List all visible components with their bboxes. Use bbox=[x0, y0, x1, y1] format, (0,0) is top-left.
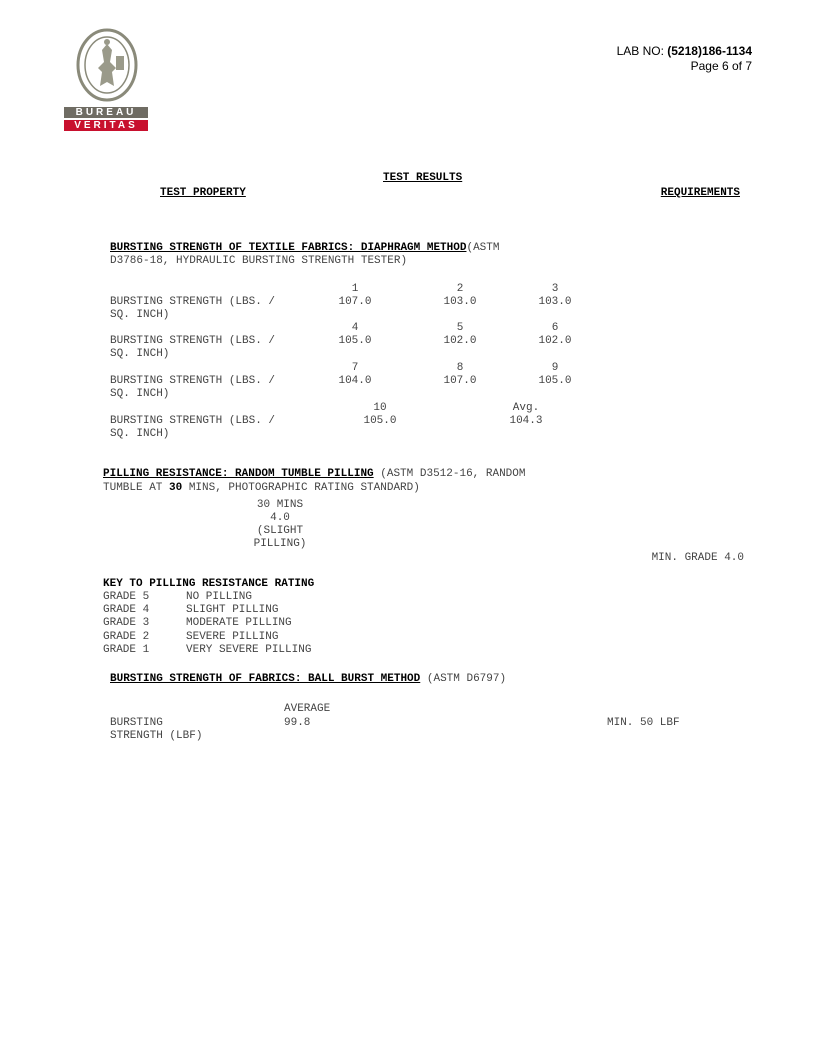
key-desc: MODERATE PILLING bbox=[186, 617, 292, 629]
pilling-requirement: MIN. GRADE 4.0 bbox=[651, 552, 744, 564]
logo-brand-bottom: VERITAS bbox=[64, 120, 148, 131]
key-grade: GRADE 1 bbox=[103, 644, 150, 656]
sample-header: 9 bbox=[551, 362, 559, 374]
ball-burst-requirement: MIN. 50 LBF bbox=[607, 717, 680, 729]
key-desc: SEVERE PILLING bbox=[186, 631, 279, 643]
key-grade: GRADE 4 bbox=[103, 604, 150, 616]
row-label: BURSTING STRENGTH (LBS. / bbox=[110, 335, 276, 347]
lab-number: LAB NO: (5218)186-1134 bbox=[616, 44, 752, 58]
ball-burst-col-header: AVERAGE bbox=[284, 703, 331, 715]
sample-header: 6 bbox=[551, 322, 559, 334]
row-label: BURSTING STRENGTH (LBS. / bbox=[110, 296, 276, 308]
sample-header: 5 bbox=[456, 322, 464, 334]
sample-value: 105.0 bbox=[538, 375, 572, 387]
sample-value: 103.0 bbox=[538, 296, 572, 308]
sample-value: 105.0 bbox=[363, 415, 397, 427]
diaphragm-method: D3786-18, HYDRAULIC BURSTING STRENGTH TESTER) bbox=[110, 255, 408, 267]
pilling-result-line: PILLING) bbox=[253, 538, 307, 550]
sample-header: 1 bbox=[351, 283, 359, 295]
pilling-result-line: 30 MINS bbox=[256, 499, 304, 511]
requirements-title: REQUIREMENTS bbox=[660, 187, 740, 199]
row-label-unit: SQ. INCH) bbox=[110, 309, 170, 321]
ball-burst-label-unit: STRENGTH (LBF) bbox=[110, 730, 203, 742]
sample-value: 107.0 bbox=[338, 296, 372, 308]
key-desc: SLIGHT PILLING bbox=[186, 604, 279, 616]
average-value: 104.3 bbox=[509, 415, 543, 427]
sample-header: 10 bbox=[373, 402, 387, 414]
key-grade: GRADE 5 bbox=[103, 591, 150, 603]
sample-header: 7 bbox=[351, 362, 359, 374]
pilling-result-line: 4.0 bbox=[270, 512, 290, 524]
test-property-title: TEST PROPERTY bbox=[160, 187, 246, 199]
row-label: BURSTING STRENGTH (LBS. / bbox=[110, 375, 276, 387]
ball-burst-value: 99.8 bbox=[284, 717, 311, 729]
test-results-title: TEST RESULTS bbox=[383, 172, 463, 184]
sample-value: 107.0 bbox=[443, 375, 477, 387]
key-heading: KEY TO PILLING RESISTANCE RATING bbox=[103, 578, 315, 590]
sample-value: 102.0 bbox=[443, 335, 477, 347]
sample-value: 102.0 bbox=[538, 335, 572, 347]
row-label: BURSTING STRENGTH (LBS. / bbox=[110, 415, 276, 427]
pilling-method: TUMBLE AT 30 MINS, PHOTOGRAPHIC RATING STANDARD) bbox=[103, 482, 420, 494]
sample-header: 4 bbox=[351, 322, 359, 334]
logo-brand-top: BUREAU bbox=[64, 107, 148, 118]
diaphragm-heading: BURSTING STRENGTH OF TEXTILE FABRICS: DIAPHRAGM METHOD(ASTM bbox=[110, 242, 500, 254]
sample-value: 103.0 bbox=[443, 296, 477, 308]
row-label-unit: SQ. INCH) bbox=[110, 348, 170, 360]
row-label-unit: SQ. INCH) bbox=[110, 388, 170, 400]
sample-header: 2 bbox=[456, 283, 464, 295]
key-desc: VERY SEVERE PILLING bbox=[186, 644, 312, 656]
sample-value: 105.0 bbox=[338, 335, 372, 347]
average-header: Avg. bbox=[512, 402, 540, 414]
pilling-result-line: (SLIGHT bbox=[256, 525, 304, 537]
key-grade: GRADE 3 bbox=[103, 617, 150, 629]
sample-value: 104.0 bbox=[338, 375, 372, 387]
sample-header: 3 bbox=[551, 283, 559, 295]
ball-burst-heading: BURSTING STRENGTH OF FABRICS: BALL BURST METHOD (ASTM D6797) bbox=[110, 673, 507, 685]
sample-header: 8 bbox=[456, 362, 464, 374]
bureau-veritas-seal-icon bbox=[76, 28, 138, 102]
ball-burst-label: BURSTING bbox=[110, 717, 163, 729]
page-number: Page 6 of 7 bbox=[690, 59, 752, 73]
pilling-heading: PILLING RESISTANCE: RANDOM TUMBLE PILLING (ASTM D3512-16, RANDOM bbox=[103, 468, 526, 480]
key-desc: NO PILLING bbox=[186, 591, 253, 603]
key-grade: GRADE 2 bbox=[103, 631, 150, 643]
row-label-unit: SQ. INCH) bbox=[110, 428, 170, 440]
